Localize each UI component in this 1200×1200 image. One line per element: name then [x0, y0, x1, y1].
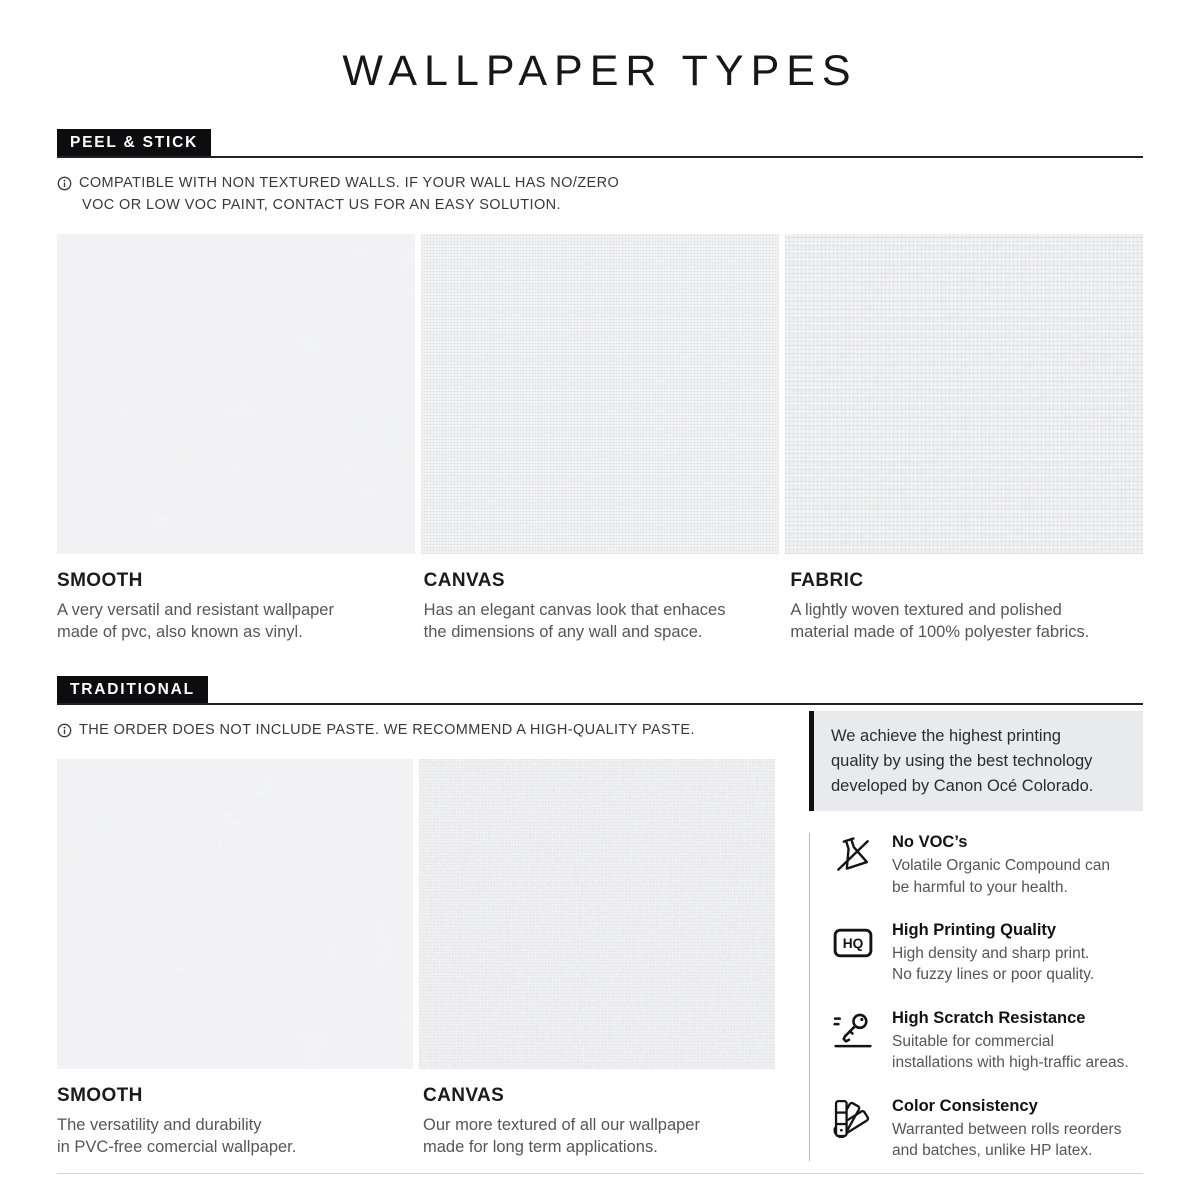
swatch-desc-line: Our more textured of all our wallpaper: [423, 1115, 700, 1134]
note-line-2: VOC OR LOW VOC PAINT, CONTACT US FOR AN EASY SOLUTION.: [82, 196, 561, 213]
smooth-texture-image: [57, 234, 415, 554]
smooth-texture-image: [57, 759, 413, 1069]
note-line-1: COMPATIBLE WITH NON TEXTURED WALLS. IF YOUR WALL HAS NO/ZERO: [79, 175, 620, 191]
quote-line: We achieve the highest printing: [831, 727, 1061, 746]
swatch-desc-line: in PVC-free comercial wallpaper.: [57, 1138, 297, 1157]
feature-no-vocs: [831, 833, 1143, 898]
traditional-swatch-row: [57, 759, 775, 1069]
feature-list: [809, 833, 1143, 1161]
quote-line: developed by Canon Océ Colorado.: [831, 776, 1094, 795]
peel-stick-swatch-row: [57, 234, 1143, 554]
traditional-right-column: [809, 705, 1143, 1161]
peel-stick-badge: PEEL & STICK: [57, 129, 211, 156]
swatch-desc-line: A very versatil and resistant wallpaper: [57, 600, 334, 619]
smooth-texture-swatch: [57, 234, 415, 554]
scratch-key-icon: [831, 1009, 875, 1053]
swatch-desc-line: made of pvc, also known as vinyl.: [57, 622, 303, 641]
note-line-1: THE ORDER DOES NOT INCLUDE PASTE. WE RECOMMEND A HIGH-QUALITY PASTE.: [79, 722, 695, 739]
feature-desc-line: installations with high-traffic areas.: [892, 1054, 1129, 1072]
swatch-name: CANVAS: [423, 1084, 505, 1106]
bottom-divider: [57, 1173, 1143, 1174]
peel-stick-note: [57, 173, 1143, 217]
swatch-desc-line: made for long term applications.: [423, 1138, 658, 1157]
peel-stick-captions: [57, 570, 1143, 644]
traditional-left-column: [57, 705, 775, 1161]
canvas-texture-swatch: [421, 234, 779, 554]
feature-desc-line: Warranted between rolls reorders: [892, 1120, 1122, 1138]
feature-title: High Printing Quality: [892, 921, 1057, 940]
swatch-desc-line: The versatility and durability: [57, 1115, 262, 1134]
feature-high-printing-quality: [831, 921, 1143, 986]
feature-text: [892, 1097, 1121, 1162]
feature-text: [892, 921, 1094, 986]
fabric-caption: [782, 570, 1143, 644]
swatch-name: FABRIC: [790, 569, 864, 591]
swatch-desc-line: the dimensions of any wall and space.: [423, 622, 703, 641]
canvas-texture-image: [419, 759, 775, 1069]
traditional-badge: TRADITIONAL: [57, 676, 208, 703]
canvas-caption: [415, 1085, 775, 1159]
swatch-desc-line: material made of 100% polyester fabrics.: [790, 622, 1090, 641]
feature-color-consistency: [831, 1097, 1143, 1162]
swatch-name: SMOOTH: [57, 569, 143, 591]
no-voc-flask-icon: [831, 833, 875, 877]
feature-desc-line: Suitable for commercial: [892, 1032, 1054, 1050]
quote-line: quality by using the best technology: [831, 751, 1093, 770]
feature-title: High Scratch Resistance: [892, 1008, 1086, 1027]
feature-desc-line: be harmful to your health.: [892, 878, 1068, 896]
smooth-caption: [57, 570, 410, 644]
feature-desc-line: Volatile Organic Compound can: [892, 857, 1110, 875]
fabric-texture-swatch: [785, 234, 1143, 554]
traditional-note: [57, 720, 775, 742]
info-icon: [57, 723, 72, 738]
feature-desc-line: and batches, unlike HP latex.: [892, 1141, 1093, 1159]
traditional-captions: [57, 1085, 775, 1159]
swatch-desc-line: A lightly woven textured and polished: [790, 600, 1062, 619]
feature-text: [892, 1009, 1129, 1074]
traditional-section-header: [57, 676, 1143, 705]
feature-title: No VOC’s: [892, 833, 968, 852]
feature-high-scratch-resistance: [831, 1009, 1143, 1074]
svg-text:HQ: HQ: [842, 936, 864, 952]
canvas-caption: [416, 570, 777, 644]
swatch-name: CANVAS: [423, 569, 505, 591]
feature-text: [892, 833, 1110, 898]
traditional-body: [57, 705, 1143, 1161]
traditional-note-text: [79, 720, 695, 742]
wallpaper-types-infographic: [0, 47, 1200, 1200]
feature-desc-line: High density and sharp print.: [892, 945, 1090, 963]
feature-desc-line: No fuzzy lines or poor quality.: [892, 966, 1095, 984]
smooth-texture-swatch: [57, 759, 413, 1069]
printing-quality-quote: [809, 711, 1143, 811]
color-swatches-icon: [831, 1097, 875, 1141]
swatch-desc-line: Has an elegant canvas look that enhaces: [423, 600, 726, 619]
page-title: WALLPAPER TYPES: [342, 47, 858, 95]
peel-stick-section-header: [57, 129, 1143, 158]
smooth-caption: [57, 1085, 409, 1159]
feature-title: Color Consistency: [892, 1096, 1038, 1115]
canvas-texture-image: [421, 234, 779, 554]
info-icon: [57, 176, 72, 191]
hq-badge-icon: [831, 921, 875, 965]
swatch-name: SMOOTH: [57, 1084, 143, 1106]
peel-stick-note-text: [79, 173, 619, 217]
canvas-texture-swatch: [419, 759, 775, 1069]
fabric-texture-image: [785, 234, 1143, 554]
